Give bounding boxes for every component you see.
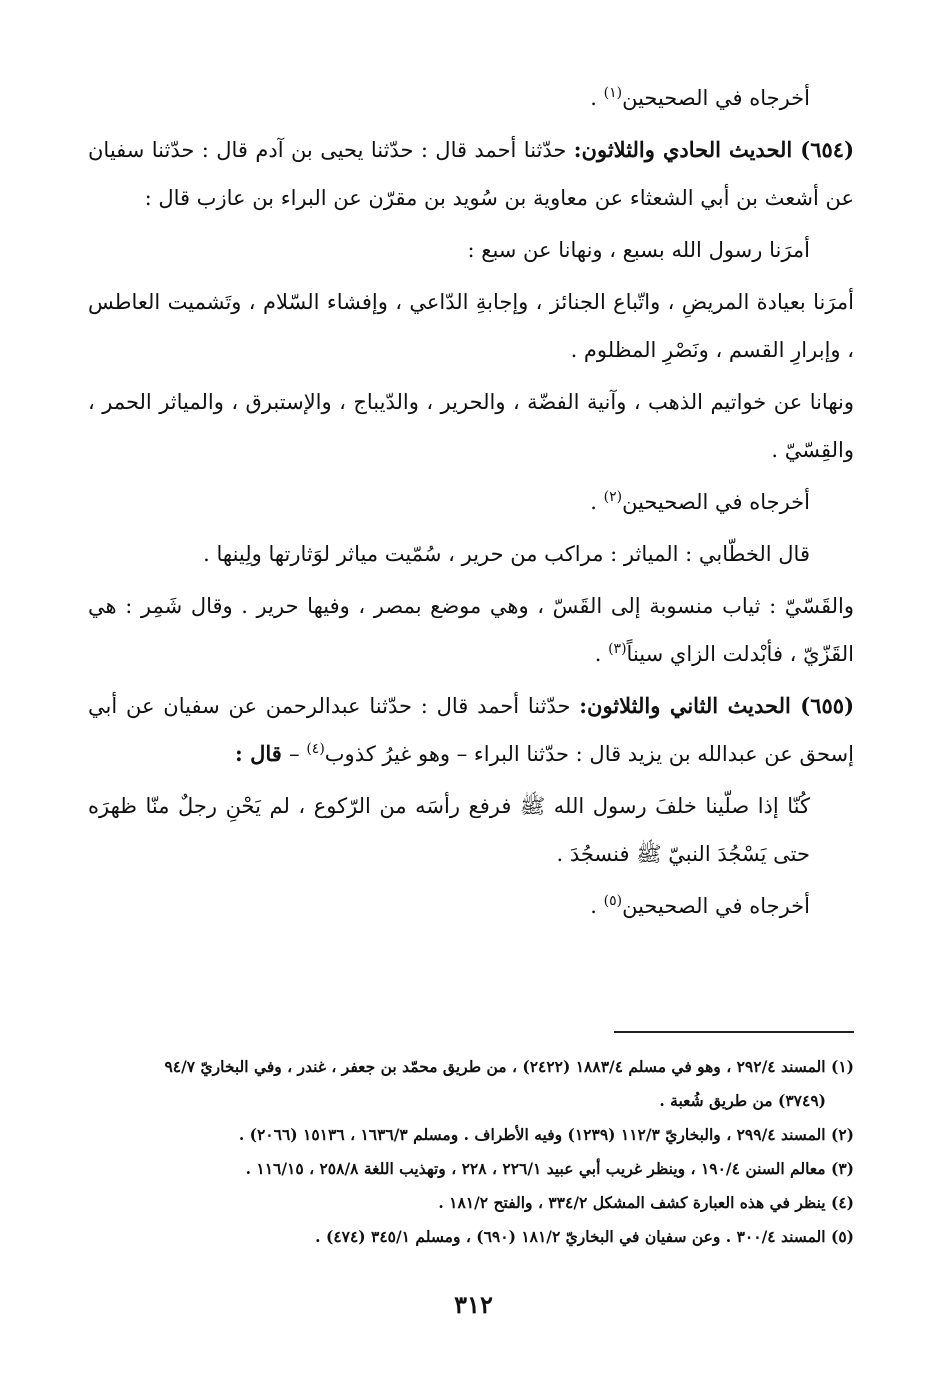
footnote-ref: (٣) [608,641,627,657]
takhrij-line-1 [88,74,854,122]
footnote-ref: (٢) [603,489,623,505]
footnote-ref: (٥) [603,893,623,909]
takhrij-line-3 [88,882,854,930]
page-number: ٣١٢ [454,1290,493,1319]
footnote-2: (٢) المسند ٢٩٩/٤ ، والبخاريّ ١١٢/٣ (١٢٣٩) وفيه الأطراف . ومسلم ١٦٣٦/٣ ، ١٥١٣٦ (٢٠٦٦) . [238,1125,854,1144]
paragraph-khattabi: قال الخطّابي : المياثر : مراكب من حرير ، سُمّيت مياثر لوَثارتها ولِينها . [203,542,810,566]
paragraph-prohibitions: ونهانا عن خواتيم الذهب ، وآنية الفضّة ، والحرير ، والدّيباج ، والإستبرق ، والمياثر الحمر ، والقِسّيّ . [88,390,854,462]
footnotes [100,1050,854,1254]
period: . [594,642,609,666]
period: . [590,894,604,918]
footnote-divider [614,1031,854,1033]
paragraph-amarna: أمرَنا رسول الله بسبع ، ونهانا عن سبع : [467,238,810,262]
dash: – [289,742,307,766]
hadith-isnad: حدّثنا أحمد قال : حدّثنا يحيى بن آدم قال : حدّثنا سفيان عن أشعث بن أبي الشعثاء عن معاوية بن سُويد بن مقرّن عن البراء بن عازب قال : [88,138,854,210]
paragraph-kunna: كُنّا إذا صلّينا خلفَ رسول الله ﷺ فرفع رأسَه من الرّكوع ، لم يَحْنِ رجلٌ منّا ظهرَه حتى يَسْجُدَ النبيّ ﷺ فنسجُدَ . [88,794,810,866]
takhrij-text: أخرجاه في الصحيحين [622,86,810,110]
period: . [590,86,604,110]
footnote-3: (٣) معالم السنن ١٩٠/٤ ، وينظر غريب أبي عبيد ٢٢٦/١ ، ٢٢٨ ، وتهذيب اللغة ٢٥٨/٨ ، ١١٦/١٥ . [245,1159,854,1178]
footnote-1: (١) المسند ٢٩٢/٤ ، وهو في مسلم ١٨٨٣/٤ (٢٤٢٢) ، من طريق محمّد بن جعفر ، غندر ، وفي البخاريّ ٩٤/٧ [164,1057,854,1076]
footnote-ref: (٤) [306,741,325,757]
hadith-655 [88,682,854,778]
footnote-ref: (١) [603,85,623,101]
hadith-heading: (٦٥٥) الحديث الثاني والثلاثون: [579,693,854,718]
paragraph-qassi [88,582,854,678]
period: . [590,490,604,514]
takhrij-text: أخرجاه في الصحيحين [622,894,810,918]
takhrij-text: أخرجاه في الصحيحين [622,490,810,514]
takhrij-line-2 [88,478,854,526]
qassi-text: والقَسّيّ : ثياب منسوبة إلى القَسّ ، وهي موضع بمصر ، وفيها حرير . وقال شَمِر : هي القَزّيّ ، فأبْدلت الزاي سيناً [88,594,854,666]
footnote-4: (٤) ينظر في هذه العبارة كشف المشكل ٣٣٤/٢ ، والفتح ١٨١/٢ . [438,1193,854,1212]
footnote-1-continued: (٣٧٤٩) من طريق شُعبة . [659,1091,826,1110]
footnote-5: (٥) المسند ٣٠٠/٤ . وعن سفيان في البخاريّ ١٨١/٢ (٦٩٠) ، ومسلم ٣٤٥/١ (٤٧٤) . [315,1227,854,1246]
qala-label: قال : [235,741,290,766]
hadith-isnad: حدّثنا أحمد قال : حدّثنا عبدالرحمن عن سفيان عن أبي إسحق عن عبدالله بن يزيد قال : حدّثنا البراء – وهو غيرُ كذوب [88,694,854,766]
hadith-654 [88,126,854,222]
paragraph-commands: أمرَنا بعيادة المريضِ ، واتّباع الجنائز ، وإجابةِ الدّاعي ، وإفشاء السّلام ، وتَشميت العاطس ، وإبرارِ القسم ، ونَصْرِ المظلوم . [88,290,854,362]
main-text [88,74,854,934]
hadith-heading: (٦٥٤) الحديث الحادي والثلاثون: [573,137,855,162]
